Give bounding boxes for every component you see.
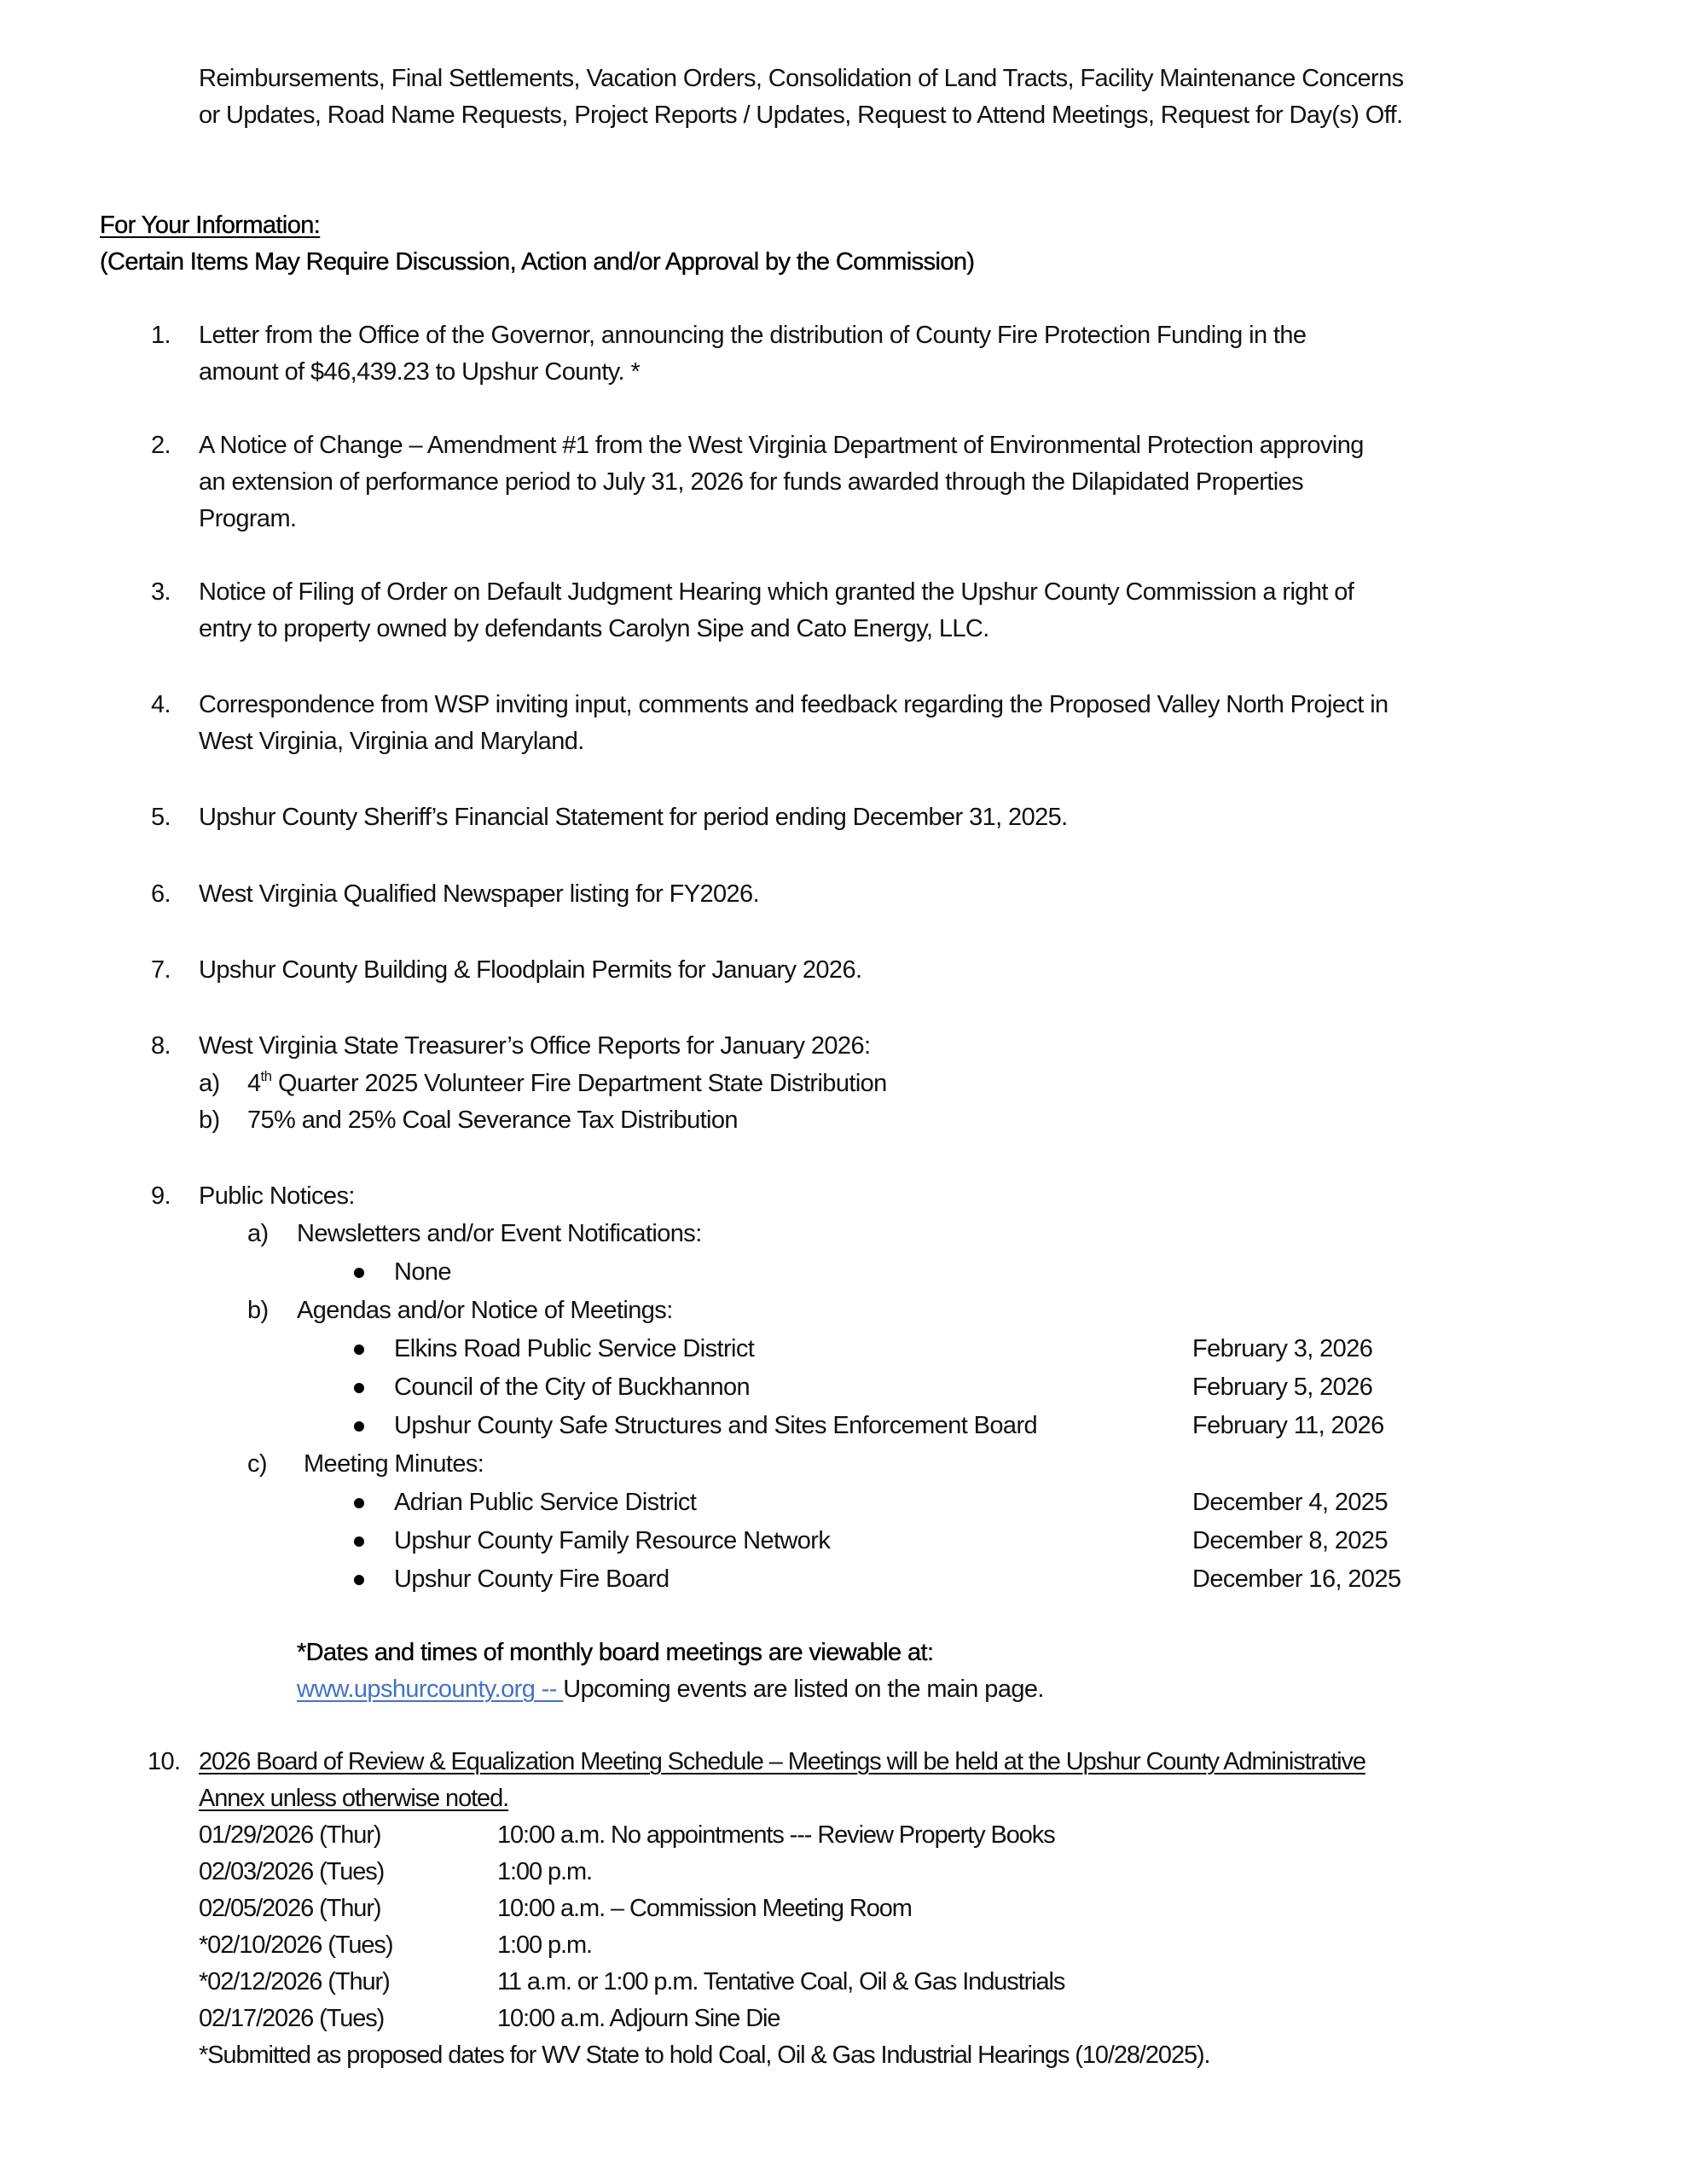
bullet-icon [354, 1345, 364, 1355]
subitem-letter: b) [199, 1107, 220, 1134]
notice-name: Elkins Road Public Service District [394, 1335, 755, 1362]
notice-name: Upshur County Safe Structures and Sites Enforcement Board [394, 1412, 1038, 1439]
item-number: 10. [148, 1748, 181, 1775]
item-text: Letter from the Office of the Governor, announcing the distribution of County Fire Protection Funding in the [199, 322, 1307, 349]
item-text: West Virginia State Treasurer’s Office Reports for January 2026: [199, 1032, 871, 1060]
schedule-heading: 2026 Board of Review & Equalization Meeting Schedule – Meetings will be held at the Upshur County Administrative [199, 1748, 1365, 1775]
schedule-detail: 10:00 a.m. – Commission Meeting Room [497, 1895, 912, 1922]
item-text: Upshur County Building & Floodplain Permits for January 2026. [199, 956, 862, 984]
item-number: 7. [151, 956, 171, 984]
notice-name: Upshur County Fire Board [394, 1565, 670, 1593]
notice-date: December 8, 2025 [1192, 1527, 1388, 1554]
intro-line: Reimbursements, Final Settlements, Vacation Orders, Consolidation of Land Tracts, Facility Maintenance Concerns [199, 65, 1404, 92]
notice-name: Council of the City of Buckhannon [394, 1374, 751, 1401]
schedule-heading: Annex unless otherwise noted. [199, 1785, 509, 1812]
item-number: 5. [151, 804, 171, 831]
notice-name: Upshur County Family Resource Network [394, 1527, 831, 1554]
bullet-icon [354, 1536, 364, 1547]
schedule-date: 02/03/2026 (Tues) [199, 1858, 385, 1885]
notice-date: December 4, 2025 [1192, 1489, 1388, 1516]
item-text: A Notice of Change – Amendment #1 from the West Virginia Department of Environmental Protection approving [199, 432, 1364, 459]
subitem-text: 4th Quarter 2025 Volunteer Fire Department State Distribution [247, 1068, 887, 1097]
bullet-icon [354, 1575, 364, 1585]
item-number: 1. [151, 322, 171, 349]
notice-name: Adrian Public Service District [394, 1489, 697, 1516]
item-text: West Virginia, Virginia and Maryland. [199, 728, 584, 755]
bullet-icon [354, 1498, 364, 1508]
schedule-date: 02/05/2026 (Thur) [199, 1895, 381, 1922]
group-letter: b) [247, 1297, 269, 1324]
group-title: Agendas and/or Notice of Meetings: [297, 1297, 673, 1324]
item-text: entry to property owned by defendants Carolyn Sipe and Cato Energy, LLC. [199, 615, 989, 642]
notice-date: February 11, 2026 [1192, 1412, 1384, 1439]
meetings-note: *Dates and times of monthly board meetings are viewable at: [297, 1639, 934, 1666]
item-text: Notice of Filing of Order on Default Judgment Hearing which granted the Upshur County Commission a right of [199, 578, 1354, 606]
bullet-icon [354, 1268, 364, 1278]
schedule-detail: 10:00 a.m. No appointments --- Review Property Books [497, 1821, 1055, 1849]
intro-line: or Updates, Road Name Requests, Project Reports / Updates, Request to Attend Meetings, Request for Day(s) Off. [199, 102, 1403, 129]
schedule-date: *02/12/2026 (Thur) [199, 1968, 390, 1995]
item-number: 4. [151, 691, 171, 718]
bullet-icon [354, 1421, 364, 1432]
schedule-date: 02/17/2026 (Tues) [199, 2005, 385, 2032]
meetings-link-line [297, 1672, 1044, 1706]
subitem-text: 75% and 25% Coal Severance Tax Distribution [247, 1107, 738, 1134]
schedule-footnote: *Submitted as proposed dates for WV State to hold Coal, Oil & Gas Industrial Hearings (10/28/2025). [199, 2042, 1210, 2069]
notice-name: None [394, 1258, 451, 1286]
subitem-letter: a) [199, 1070, 220, 1097]
notice-date: February 3, 2026 [1192, 1335, 1373, 1362]
schedule-detail: 1:00 p.m. [497, 1931, 592, 1959]
group-title: Newsletters and/or Event Notifications: [297, 1220, 702, 1247]
link-suffix: Upcoming events are listed on the main page. [563, 1676, 1044, 1703]
bullet-icon [354, 1383, 364, 1393]
schedule-detail: 10:00 a.m. Adjourn Sine Die [497, 2005, 780, 2032]
notice-date: February 5, 2026 [1192, 1374, 1373, 1401]
section-subheading: (Certain Items May Require Discussion, Action and/or Approval by the Commission) [100, 248, 975, 276]
item-text: Public Notices: [199, 1182, 355, 1210]
item-number: 6. [151, 880, 171, 908]
schedule-detail: 11 a.m. or 1:00 p.m. Tentative Coal, Oil & Gas Industrials [497, 1968, 1065, 1995]
notice-date: December 16, 2025 [1192, 1565, 1401, 1593]
item-number: 9. [151, 1182, 171, 1210]
item-text: Upshur County Sheriff’s Financial Statement for period ending December 31, 2025. [199, 804, 1068, 831]
schedule-date: 01/29/2026 (Thur) [199, 1821, 381, 1849]
item-text: Correspondence from WSP inviting input, comments and feedback regarding the Proposed Valley North Project in [199, 691, 1388, 718]
schedule-date: *02/10/2026 (Tues) [199, 1931, 393, 1959]
item-text: West Virginia Qualified Newspaper listing for FY2026. [199, 880, 760, 908]
item-text: amount of $46,439.23 to Upshur County. * [199, 358, 641, 386]
group-letter: c) [247, 1450, 267, 1478]
item-text: Program. [199, 505, 297, 532]
item-number: 2. [151, 432, 171, 459]
item-number: 3. [151, 578, 171, 606]
group-title: Meeting Minutes: [304, 1450, 484, 1478]
schedule-detail: 1:00 p.m. [497, 1858, 592, 1885]
item-number: 8. [151, 1032, 171, 1060]
upshurcounty-link[interactable]: www.upshurcounty.org -- [297, 1676, 564, 1703]
section-heading: For Your Information: [100, 212, 321, 239]
group-letter: a) [247, 1220, 269, 1247]
item-text: an extension of performance period to July 31, 2026 for funds awarded through the Dilapidated Properties [199, 468, 1304, 496]
